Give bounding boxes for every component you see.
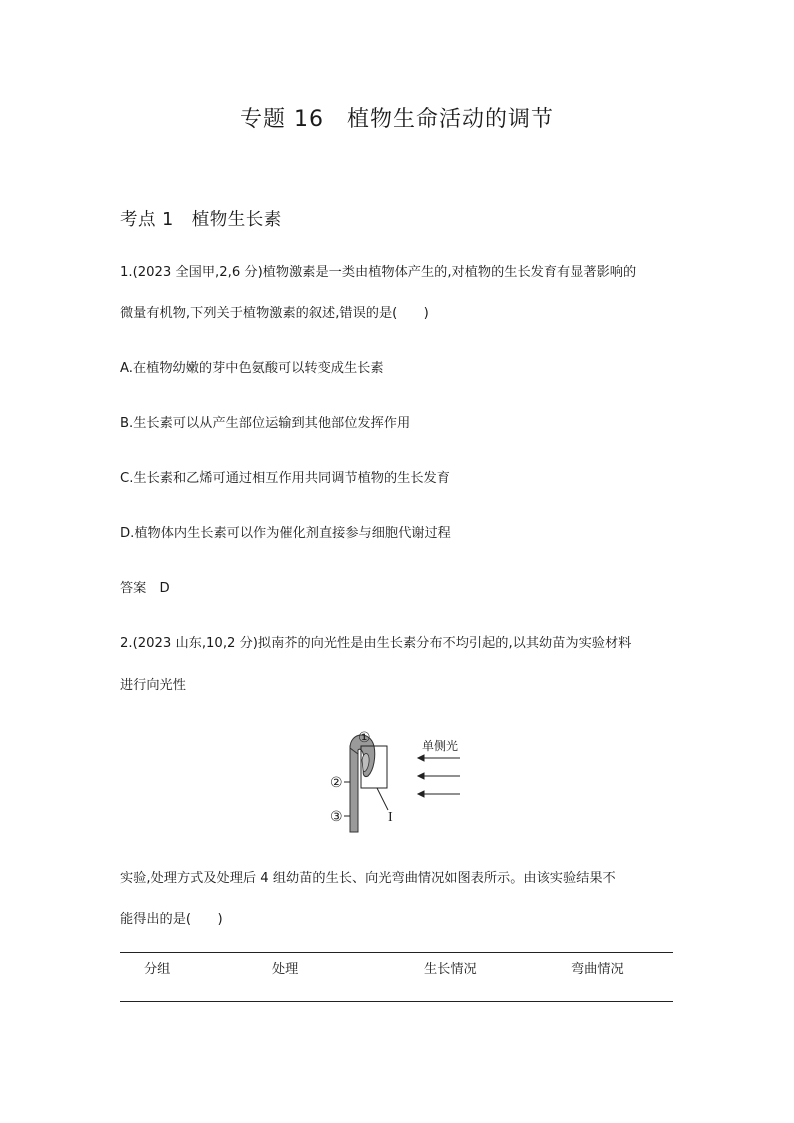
question-2-stem-line-2: 进行向光性	[120, 678, 186, 693]
question-2-stem-line-1: 2.(2023 山东,10,2 分)拟南芥的向光性是由生长素分布不均引起的,以其幼苗为实验材料	[120, 636, 632, 651]
light-arrow-3	[418, 791, 460, 797]
page-title: 专题 16 植物生命活动的调节	[240, 107, 554, 132]
question-1-option-d: D.植物体内生长素可以作为催化剂直接参与细胞代谢过程	[120, 526, 451, 541]
table-header-bending: 弯曲情况	[571, 962, 624, 977]
light-arrow-2	[418, 773, 460, 779]
question-1-option-c: C.生长素和乙烯可通过相互作用共同调节植物的生长发育	[120, 471, 450, 486]
marker-3: ③	[330, 809, 343, 825]
seedling-figure	[318, 724, 478, 836]
region-i-pointer	[377, 788, 388, 810]
table-header-growth: 生长情况	[424, 962, 477, 977]
table-header-group: 分组	[144, 962, 171, 977]
question-1-stem-line-1: 1.(2023 全国甲,2,6 分)植物激素是一类由植物体产生的,对植物的生长发育有显著影响的	[120, 265, 637, 280]
question-2-continuation-line-2: 能得出的是( )	[120, 912, 223, 927]
light-label: 单侧光	[422, 739, 459, 753]
region-i-label: I	[388, 810, 393, 825]
question-1-option-b: B.生长素可以从产生部位运输到其他部位发挥作用	[120, 416, 411, 431]
question-2-continuation-line-1: 实验,处理方式及处理后 4 组幼苗的生长、向光弯曲情况如图表所示。由该实验结果不	[120, 871, 616, 886]
results-table	[120, 952, 673, 1002]
table-header-treatment: 处理	[272, 962, 299, 977]
marker-2: ②	[330, 775, 343, 791]
light-arrow-1	[418, 755, 460, 761]
seedling-stem	[350, 746, 358, 832]
section-heading: 考点 1 植物生长素	[120, 210, 282, 230]
question-1-option-a: A.在植物幼嫩的芽中色氨酸可以转变成生长素	[120, 361, 384, 376]
question-1-stem-line-2: 微量有机物,下列关于植物激素的叙述,错误的是( )	[120, 306, 429, 321]
marker-1: ①	[358, 730, 371, 746]
question-1-answer: 答案 D	[120, 581, 170, 596]
